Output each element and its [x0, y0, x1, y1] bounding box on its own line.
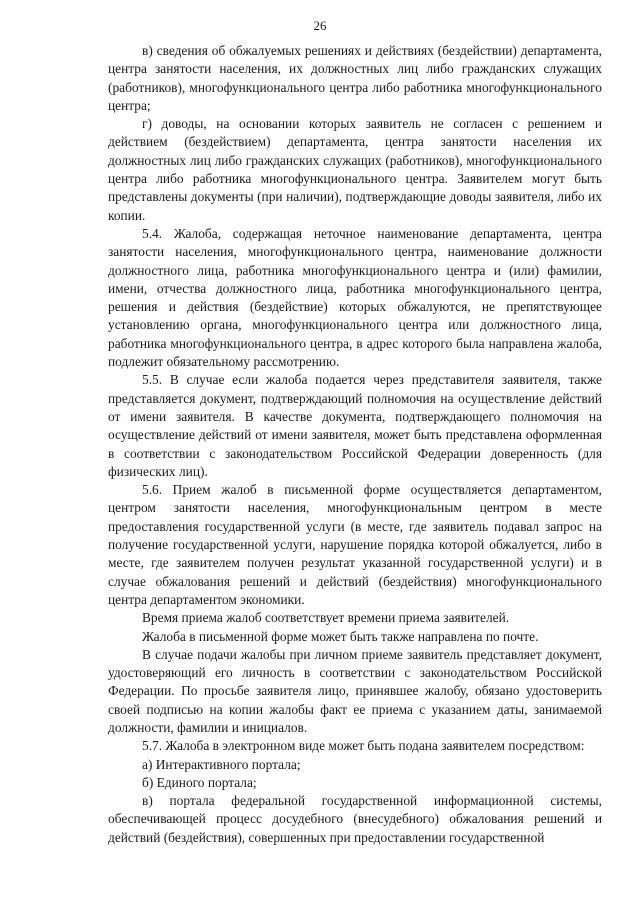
list-item-b: б) Единого портала; [142, 774, 257, 790]
paragraph-subitem-v: в) сведения об обжалуемых решениях и действиях (бездействии) департамента, центра занятости населения, их должностных лиц либо гражданских служащих (работников), многофункционального центра либо работника многофункционального центра; [108, 43, 602, 113]
paragraph-reception-time: Время приема жалоб соответствует времени приема заявителей. [142, 610, 510, 626]
list-item-v: в) портала федеральной государственной информационной системы, обеспечивающей процесс досудебного (внесудебного) обжалования решений и действий (бездействия), совершенных при предоставлении государственной [108, 793, 602, 845]
document-body [108, 42, 602, 847]
page-number: 26 [313, 18, 327, 33]
paragraph-postal-complaint: Жалоба в письменной форме может быть также направлена по почте. [142, 628, 539, 644]
paragraph-5-5: 5.5. В случае если жалоба подается через представителя заявителя, также представляется документ, подтверждающий полномочия на осуществление действий от имени заявителя. В качестве документа, подтверждающего полномочия на осуществление действий от имени заявителя, может быть представлена оформленная в соответствии с законодательством Российской Федерации доверенность (для физических лиц). [108, 372, 602, 479]
paragraph-5-4: 5.4. Жалоба, содержащая неточное наименование департамента, центра занятости населения, многофункционального центра, наименование должности должностного лица, работника многофункционального центра и (или) фамилии, имени, отчества должностного лица, работника многофункционального центра, решения и действия (бездействие) которых обжалуются, не препятствующее установлению органа, многофункционального центра или должностного лица, работника многофункционального центра, в адрес которого была направлена жалоба, подлежит обязательному рассмотрению. [108, 225, 602, 370]
paragraph-5-6: 5.6. Прием жалоб в письменной форме осуществляется департаментом, центром занятости населения, многофункциональным центром в месте предоставления государственной услуги (в месте, где заявитель подавал запрос на получение государственной услуги, нарушение порядка которой обжалуется, либо в месте, где заявителем получен результат указанной государственной услуги) и в случае обжалования решений и действий (бездействия) многофункционального центра департаментом экономики. [108, 482, 602, 607]
paragraph-5-7: 5.7. Жалоба в электронном виде может быть подана заявителем посредством: [142, 738, 585, 754]
paragraph-personal-reception: В случае подачи жалобы при личном приеме заявитель представляет документ, удостоверяющий его личность в соответствии с законодательством Российской Федерации. По просьбе заявителя лицо, принявшее жалобу, обязано удостоверить своей подписью на копии жалобы факт ее приема с указанием даты, занимаемой должности, фамилии и инициалов. [108, 646, 602, 735]
list-item-a: а) Интерактивного портала; [142, 756, 301, 772]
paragraph-subitem-g: г) доводы, на основании которых заявитель не согласен с решением и действием (бездействием) департамента, центра занятости населения их должностных лиц либо гражданских служащих (работников), многофункционального центра либо работника многофункционального центра. Заявителем могут быть представлены документы (при наличии), подтверждающие доводы заявителя, либо их копии. [108, 116, 602, 223]
